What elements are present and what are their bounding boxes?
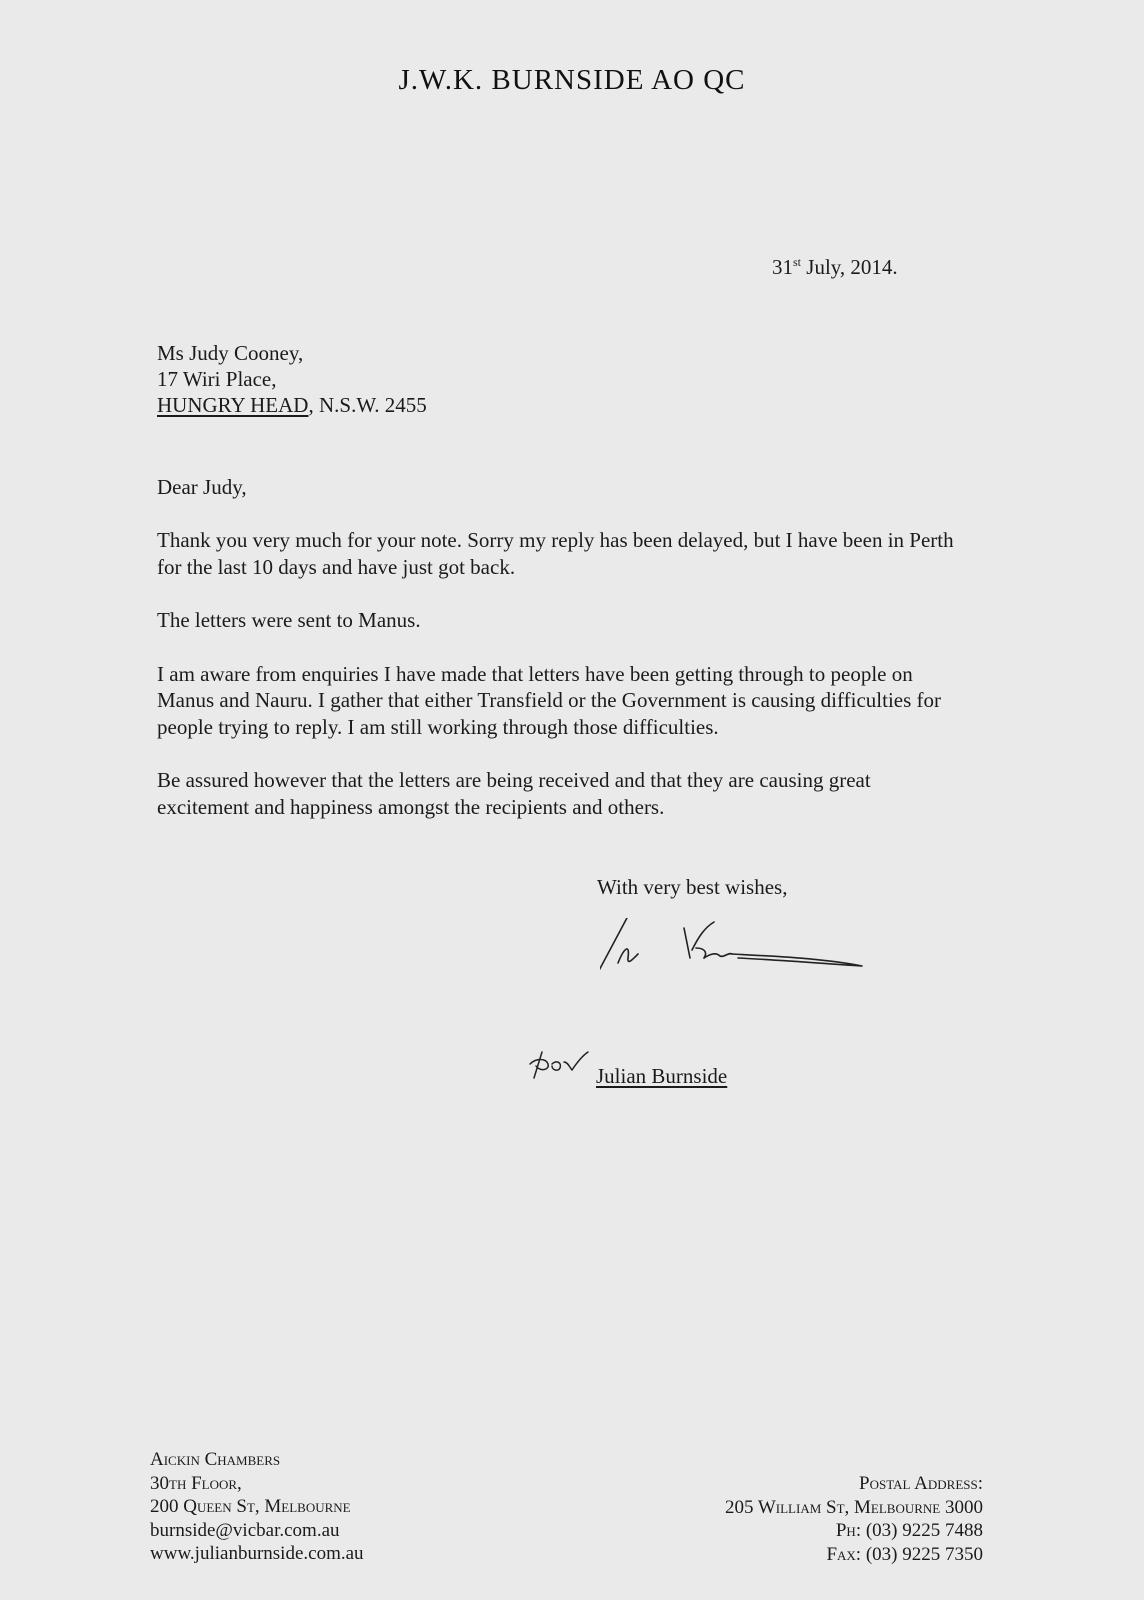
footer-phone: Ph: (03) 9225 7488 (835, 1520, 983, 1541)
salutation: Dear Judy, (157, 475, 247, 499)
paragraph: The letters were sent to Manus. (157, 608, 421, 632)
signer-name: Julian Burnside (596, 1064, 728, 1088)
letter-body (157, 527, 957, 847)
closing: With very best wishes, (597, 875, 788, 899)
footer-line: 205 William St, Melbourne 3000 (724, 1496, 983, 1518)
footer-email: burnside@vicbar.com.au (150, 1519, 340, 1541)
footer-line: Postal Address: (859, 1473, 983, 1494)
per-procurationem-mark (528, 1050, 592, 1080)
footer-line: 200 Queen St, Melbourne (150, 1496, 351, 1517)
paragraph: Be assured however that the letters are being received and that they are causing great excitement and happiness amongst the recipients and others. (157, 768, 871, 819)
letterhead: J.W.K. BURNSIDE AO QC (398, 64, 746, 96)
footer-line: Aickin Chambers (150, 1449, 281, 1470)
recipient-name: Ms Judy Cooney, (157, 341, 304, 365)
date-day: 31 (772, 255, 793, 279)
date-rest: July, 2014. (801, 255, 898, 279)
footer-website: www.julianburnside.com.au (150, 1543, 364, 1564)
footer-postal (725, 1472, 983, 1566)
recipient-state-postcode: , N.S.W. 2455 (308, 393, 427, 417)
paragraph: Thank you very much for your note. Sorry my reply has been delayed, but I have been in Perth for the last 10 days and have just got back. (157, 528, 954, 579)
footer-line: 30th Floor, (150, 1472, 242, 1494)
paragraph: I am aware from enquiries I have made that letters have been getting through to people on Manus and Nauru. I gather that either Transfield or the Government is causing difficulties for people trying to reply. I am still working through those difficulties. (157, 661, 942, 739)
letter-date (772, 255, 898, 280)
footer-fax: Fax: (03) 9225 7350 (826, 1543, 983, 1565)
recipient-street: 17 Wiri Place, (157, 367, 277, 391)
recipient-town: HUNGRY HEAD (157, 393, 309, 417)
recipient-town-line (157, 392, 427, 418)
date-suffix: st (793, 255, 802, 269)
handwritten-signature (600, 918, 870, 988)
recipient-address (157, 340, 427, 418)
footer-chambers (150, 1448, 364, 1566)
